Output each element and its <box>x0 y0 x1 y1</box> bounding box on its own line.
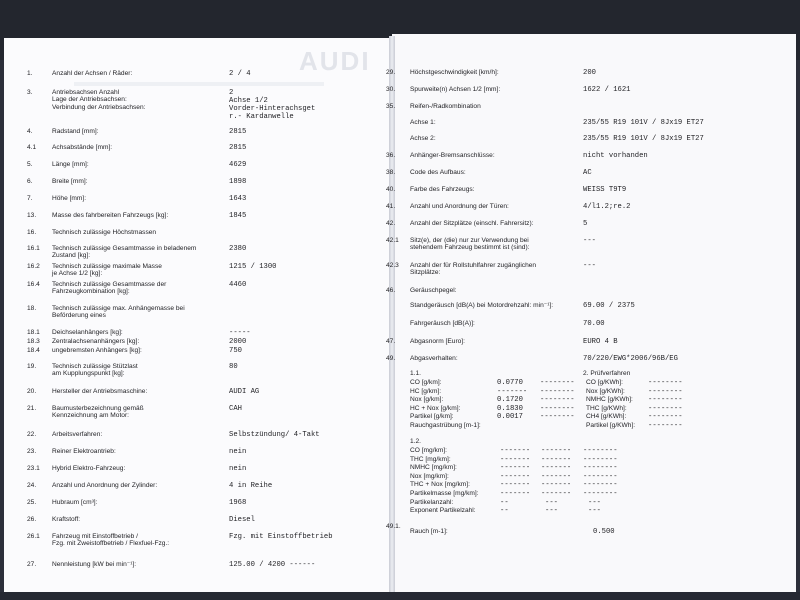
emission-dash-right: -------- <box>648 396 683 405</box>
field-label: ungebremsten Anhängers [kg]: <box>52 347 142 354</box>
field-value: 1968 <box>229 499 247 507</box>
emission-dash: ------- <box>541 481 572 490</box>
emission-label: Partikel [g/km]: <box>410 413 454 421</box>
field-number: 42.1 <box>386 237 399 244</box>
section-title: 2. Prüfverfahren <box>583 370 631 377</box>
field-value: 750 <box>229 347 242 355</box>
page-spine <box>389 36 395 596</box>
field-label: Reiner Elektroantrieb: <box>52 448 116 455</box>
field-number: 18.4 <box>27 347 40 354</box>
field-label: Reifen-/Radkombination <box>410 103 481 110</box>
field-value: 4/l1.2;re.2 <box>583 203 631 211</box>
emission-dash: -------- <box>583 490 618 498</box>
field-label: Technisch zulässige max. Anhängemasse bei Beförderung eines <box>52 305 185 320</box>
emission-dash: -------- <box>540 387 575 396</box>
field-value: 1643 <box>229 195 247 203</box>
field-label: Abgasnorm [Euro]: <box>410 338 465 345</box>
emission-label-right: NMHC [g/KWh]: <box>586 396 633 404</box>
field-value: 125.00 / 4200 ------ <box>229 561 316 569</box>
field-number: 16.4 <box>27 281 40 288</box>
field-label: Anzahl und Anordnung der Türen: <box>410 203 509 210</box>
emission-dash: ------- <box>500 464 531 473</box>
field-number: 22. <box>27 431 37 438</box>
field-label: Hubraum [cm³]: <box>52 499 98 506</box>
emission-dash: -------- <box>583 472 618 481</box>
field-label: Baumusterbezeichnung gemäß Kennzeichnung am Motor: <box>52 405 144 420</box>
field-number: 30. <box>386 86 396 93</box>
field-label: Kraftstoff: <box>52 516 81 523</box>
emission-dash: ------- <box>500 481 531 490</box>
field-value: 200 <box>583 69 596 77</box>
field-value: --- <box>583 237 596 245</box>
emission-dash: ------- <box>500 490 531 498</box>
emission-label: Partikelanzahl: <box>410 498 454 506</box>
field-number: 21. <box>27 405 37 412</box>
field-value: AC <box>583 169 592 177</box>
field-value: 1622 / 1621 <box>583 86 631 94</box>
field-label: Farbe des Fahrzeugs: <box>410 186 475 193</box>
field-number: 23.1 <box>27 465 40 472</box>
emission-dash: --- <box>545 498 558 507</box>
field-number: 16. <box>27 229 37 236</box>
field-value: 69.00 / 2375 <box>583 302 635 310</box>
field-number: 47. <box>386 338 396 345</box>
field-number: 29. <box>386 69 396 76</box>
watermark-band <box>74 82 324 86</box>
field-label: Antriebsachsen Anzahl Lage der Antriebsachsen: Verbindung der Antriebsachsen: <box>52 89 146 111</box>
field-value: nicht vorhanden <box>583 152 648 160</box>
emission-dash: ------- <box>500 472 531 481</box>
field-number: 26. <box>27 516 37 523</box>
emission-dash: -------- <box>540 379 575 387</box>
field-label: Anzahl der für Rollstuhlfahrer zugänglichen Sitzplätze: <box>410 262 537 277</box>
emission-label: THC [mg/km]: <box>410 455 451 463</box>
field-number: 40. <box>386 186 396 193</box>
field-value: 2 Achse 1/2 Vorder-Hinterachsget r.- Kardanwelle <box>229 89 316 122</box>
emission-value: 0.0770 <box>497 379 523 387</box>
field-label: Radstand [mm]: <box>52 128 99 135</box>
emission-label-right: CH4 [g/KWh]: <box>586 413 627 421</box>
field-value: EURO 4 B <box>583 338 618 346</box>
field-number: 25. <box>27 499 37 506</box>
emission-dash-right: -------- <box>648 379 683 387</box>
field-value: 4629 <box>229 161 247 169</box>
field-value: 235/55 R19 101V / 8Jx19 ET27 <box>583 135 704 143</box>
field-value: Fzg. mit Einstoffbetrieb <box>229 533 333 541</box>
field-label: Technisch zulässige Gesamtmasse in beladenem Zustand [kg]: <box>52 245 197 260</box>
emission-dash: -- <box>500 498 509 507</box>
field-number: 18.3 <box>27 338 40 345</box>
field-value: 2815 <box>229 144 247 152</box>
field-label: Anhänger-Bremsanschlüsse: <box>410 152 495 159</box>
field-value: 2380 <box>229 245 247 253</box>
field-value: 2 / 4 <box>229 70 251 78</box>
field-value: 235/55 R19 101V / 8Jx19 ET27 <box>583 119 704 127</box>
emission-label: CO [mg/km]: <box>410 447 447 454</box>
emission-dash: --- <box>588 507 601 516</box>
emission-label: Nox [g/km]: <box>410 396 444 404</box>
field-label: Zentralachsenanhängers [kg]: <box>52 338 140 345</box>
field-label: Fahrzeug mit Einstoffbetrieb / Fzg. mit Zweistoffbetrieb / Flexfuel-Fzg.: <box>52 533 170 548</box>
field-label: Nennleistung [kW bei min⁻¹]: <box>52 561 137 568</box>
field-value: nein <box>229 465 247 473</box>
field-label: Achsabstände [mm]: <box>52 144 113 151</box>
emission-value: 0.1830 <box>497 404 523 413</box>
field-value: Selbstzündung/ 4-Takt <box>229 431 320 439</box>
field-value: 2815 <box>229 128 247 136</box>
field-number: 24. <box>27 482 37 489</box>
emission-dash: -------- <box>583 464 618 473</box>
field-label: Abgasverhalten: <box>410 355 458 362</box>
field-number: 49. <box>386 355 396 362</box>
field-number: 4.1 <box>27 144 37 151</box>
field-number: 13. <box>27 212 37 219</box>
field-value: ----- <box>229 329 251 337</box>
field-label: Länge [mm]: <box>52 161 89 168</box>
field-label: Anzahl und Anordnung der Zylinder: <box>52 482 158 489</box>
watermark-audi: AUDI <box>299 46 371 76</box>
section-number: 1.2. <box>410 438 421 445</box>
field-value: --- <box>583 262 596 270</box>
emission-dash: ------- <box>500 447 531 455</box>
emission-value: 0.0017 <box>497 413 523 422</box>
field-value: 1845 <box>229 212 247 220</box>
field-number: 42.3 <box>386 262 399 269</box>
field-number: 4. <box>27 128 33 135</box>
emission-dash-right: -------- <box>648 422 683 430</box>
field-number: 46. <box>386 287 396 294</box>
emission-label: THC + Nox [mg/km]: <box>410 481 470 489</box>
field-label: Spurweite(n) Achsen 1/2 [mm]: <box>410 86 501 93</box>
field-value: CAH <box>229 405 242 413</box>
field-label: Hersteller der Antriebsmaschine: <box>52 388 148 395</box>
field-label: Fahrgeräusch [dB(A)]: <box>410 320 475 327</box>
emission-dash-right: -------- <box>648 387 683 396</box>
field-value: Diesel <box>229 516 255 524</box>
field-label: Hybrid Elektro-Fahrzeug: <box>52 465 126 472</box>
field-number: 16.2 <box>27 263 40 270</box>
emission-dash: ------- <box>500 455 531 464</box>
field-label: Geräuschpegel: <box>410 287 457 294</box>
emission-dash: -------- <box>540 413 575 422</box>
emission-value: 0.1720 <box>497 396 523 405</box>
field-number: 49.1. <box>386 523 401 530</box>
emission-label: Nox [mg/km]: <box>410 472 449 480</box>
field-label: Technisch zulässige Gesamtmasse der Fahrzeugkombination [kg]: <box>52 281 167 296</box>
emission-dash-right: -------- <box>648 413 683 422</box>
field-label: Deichselanhängers [kg]: <box>52 329 123 336</box>
field-number: 6. <box>27 178 33 185</box>
emission-dash: --- <box>588 498 601 507</box>
field-number: 36. <box>386 152 396 159</box>
field-value: 2000 <box>229 338 247 346</box>
emission-dash: ------- <box>541 472 572 481</box>
field-label: Sitz(e), der (die) nur zur Verwendung bei stehendem Fahrzeug bestimmt ist (sind): <box>410 237 530 252</box>
field-number: 27. <box>27 561 37 568</box>
field-label: Höchstgeschwindigkeit [km/h]: <box>410 69 499 76</box>
emission-dash: -------- <box>583 481 618 490</box>
field-value: 0.500 <box>593 528 615 536</box>
emission-dash: ------- <box>541 464 572 473</box>
field-value: WEISS T9T9 <box>583 186 627 194</box>
field-label: Technisch zulässige Höchstmassen <box>52 229 157 236</box>
emission-label: Partikelmasse [mg/km]: <box>410 490 479 497</box>
field-label: Arbeitsverfahren: <box>52 431 103 438</box>
field-label: Anzahl der Achsen / Räder: <box>52 70 133 77</box>
field-label: Anzahl der Sitzplätze (einschl. Fahrersitz): <box>410 220 534 227</box>
field-number: 19. <box>27 363 37 370</box>
field-number: 20. <box>27 388 37 395</box>
emission-dash: -------- <box>540 396 575 405</box>
emission-label-right: Nox [g/KWh]: <box>586 387 625 395</box>
field-value: AUDI AG <box>229 388 260 396</box>
field-number: 41. <box>386 203 396 210</box>
field-label: Technisch zulässige Stützlast am Kupplungspunkt [kg]: <box>52 363 138 378</box>
field-label: Achse 1: <box>410 119 436 126</box>
emission-label: NMHC [mg/km]: <box>410 464 457 472</box>
emission-dash: ------- <box>541 490 572 498</box>
emission-label-right: Partikel [g/KWh]: <box>586 422 636 429</box>
field-number: 26.1 <box>27 533 40 540</box>
emission-dash: -------- <box>540 404 575 413</box>
field-number: 18. <box>27 305 37 312</box>
emission-dash-right: -------- <box>648 404 683 413</box>
emission-label: HC [g/km]: <box>410 387 442 395</box>
field-number: 23. <box>27 448 37 455</box>
field-label: Technisch zulässige maximale Masse je Achse 1/2 [kg]: <box>52 263 162 278</box>
field-value: 4460 <box>229 281 247 289</box>
emission-dash: -------- <box>583 447 618 455</box>
field-number: 18.1 <box>27 329 40 336</box>
section-number: 1.1. <box>410 370 421 377</box>
field-label: Standgeräusch [dB(A) bei Motordrehzahl: min⁻¹]: <box>410 302 554 309</box>
field-number: 5. <box>27 161 33 168</box>
field-value: 4 in Reihe <box>229 482 273 490</box>
emission-dash: ------- <box>541 455 572 464</box>
field-value: 80 <box>229 363 238 371</box>
background-bottom <box>0 592 800 600</box>
field-label: Breite [mm]: <box>52 178 88 185</box>
field-label: Höhe [mm]: <box>52 195 87 202</box>
field-number: 42. <box>386 220 396 227</box>
emission-dash: ------- <box>541 447 572 455</box>
emission-dash: --- <box>545 507 558 516</box>
field-number: 35. <box>386 103 396 110</box>
field-label: Code des Aufbaus: <box>410 169 466 176</box>
field-label: Rauch [m-1]: <box>410 528 448 535</box>
emission-value: ------- <box>497 387 528 396</box>
emission-dash: -------- <box>583 455 618 464</box>
emission-label: Rauchgastrübung [m-1]: <box>410 422 481 429</box>
field-number: 1. <box>27 70 33 77</box>
field-number: 3. <box>27 89 33 96</box>
field-value: 1215 / 1300 <box>229 263 277 271</box>
emission-label: Exponent Partikelzahl: <box>410 507 476 515</box>
field-value: nein <box>229 448 247 456</box>
field-value: 5 <box>583 220 588 228</box>
emission-dash: -- <box>500 507 509 516</box>
field-number: 16.1 <box>27 245 40 252</box>
field-number: 38. <box>386 169 396 176</box>
field-value: 1898 <box>229 178 247 186</box>
field-number: 7. <box>27 195 33 202</box>
field-label: Masse des fahrbereiten Fahrzeugs [kg]: <box>52 212 169 219</box>
emission-label: CO [g/km]: <box>410 379 442 386</box>
field-value: 70.00 <box>583 320 605 328</box>
field-value: 70/220/EWG*2006/96B/EG <box>583 355 678 363</box>
emission-label-right: CO [g/KWh]: <box>586 379 624 386</box>
emission-label-right: THC [g/KWh]: <box>586 404 627 412</box>
emission-label: HC + Nox [g/km]: <box>410 404 461 412</box>
field-label: Achse 2: <box>410 135 436 142</box>
